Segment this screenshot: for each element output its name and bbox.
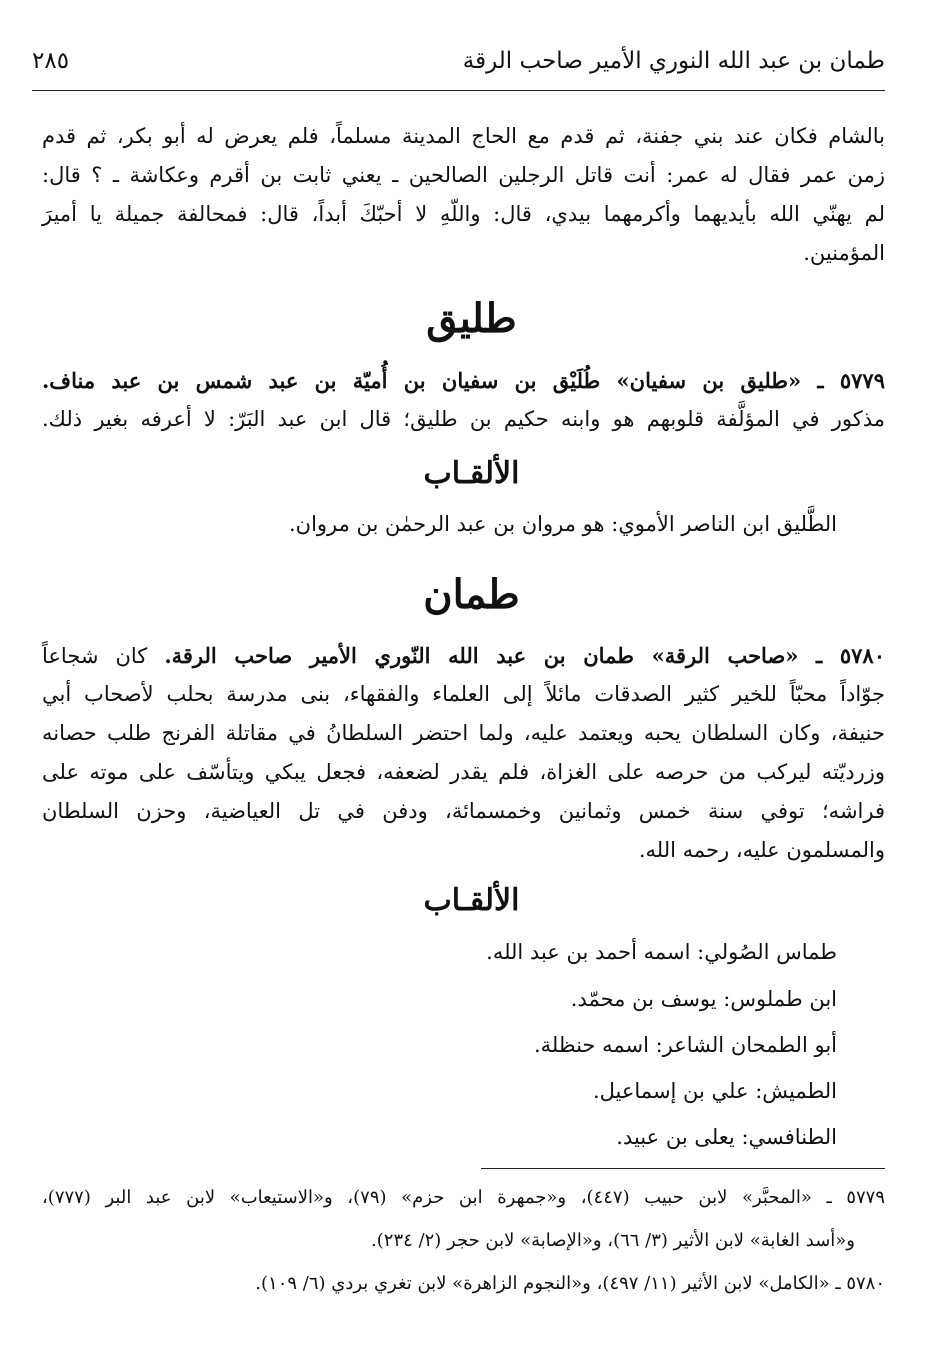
running-title: طمان بن عبد الله النوري الأمير صاحب الرقة — [462, 48, 885, 74]
alqab-title: الألقـاب — [423, 456, 520, 491]
alqab-item: ابن طملوس: يوسف بن محمّد. — [570, 987, 837, 1011]
entry-5780-head-tail: كان شجاعاً — [42, 644, 148, 668]
entry-line: جوّاداً محبّاً للخير كثير الصدقات مائلاً إلى العلماء والفقهاء، بنى مدرسة بحلب لأصحاب أبي — [42, 682, 885, 706]
entry-5779-head: ٥٧٧٩ ـ «طليق بن سفيان» طُلَيْق بن سفيان بن أُميّة بن عبد شمس بن عبد مناف. — [42, 368, 885, 393]
entry-5780-body — [42, 675, 885, 870]
footnote-line: ٥٧٨٠ ـ «الكامل» لابن الأثير (١١/ ٤٩٧)، و«النجوم الزاهرة» لابن تغري بردي (٦/ ١٠٩). — [255, 1273, 885, 1294]
entry-5779-body: مذكور في المؤلَّفة قلوبهم هو وابنه حكيم بن طليق؛ قال ابن عبد البَرّ: لا أعرفه بغير ذلك. — [42, 407, 885, 431]
entry-line: فراشه؛ توفي سنة خمس وثمانين وخمسمائة، ودفن في تل العياضية، وحزن السلطان — [42, 799, 885, 823]
entry-line: وزرديّته ليركب من حرصه على الغزاة، فلم يقدر لضعفه، فجعل يبكي ويتأسّف على موته على — [42, 760, 885, 784]
entry-5780-head — [42, 636, 885, 676]
intro-paragraph — [42, 117, 885, 273]
alqab-item: الطنافسي: يعلى بن عبيد. — [616, 1125, 837, 1149]
footnote-line: ٥٧٧٩ ـ «المحبَّر» لابن حبيب (٤٤٧)، و«جمهرة ابن حزم» (٧٩)، و«الاستيعاب» لابن عبد البر (٧٧٧)، — [42, 1187, 886, 1208]
intro-line: بالشام فكان عند بني جفنة، ثم قدم مع الحاج المدينة مسلماً، فلم يعرض له أبو بكر، ثم قدم — [42, 124, 885, 148]
alqab-item: الطَّليق ابن الناصر الأموي: هو مروان بن عبد الرحمٰن بن مروان. — [288, 512, 837, 536]
running-header — [32, 40, 885, 91]
alqab-item: الطميش: علي بن إسماعيل. — [592, 1079, 837, 1103]
intro-line: زمن عمر فقال له عمر: أنت قاتل الرجلين الصالحين ـ يعني ثابت بن أقرم وعكاشة ـ ؟ قال: — [42, 163, 885, 187]
alqab-item: أبو الطمحان الشاعر: اسمه حنظلة. — [533, 1033, 837, 1057]
entry-line: حنيفة، وكان السلطان يحبه ويعتمد عليه، ولما احتضر السلطانُ في مقاتلة الفرنج طلب حصانه — [42, 721, 885, 745]
alqab-title: الألقـاب — [423, 883, 520, 918]
alqab-item: طماس الصُولي: اسمه أحمد بن عبد الله. — [486, 940, 837, 964]
footnote-rule — [481, 1168, 885, 1169]
page-number: ٢٨٥ — [32, 48, 70, 74]
intro-line: المؤمنين. — [803, 241, 885, 265]
entry-line: والمسلمون عليه، رحمه الله. — [638, 838, 885, 862]
section-title-taliq: طليق — [426, 295, 517, 342]
section-title-tamman: طمان — [423, 571, 520, 618]
footnote-line: و«أسد الغابة» لابن الأثير (٣/ ٦٦)، و«الإصابة» لابن حجر (٢/ ٢٣٤). — [371, 1230, 855, 1251]
intro-line: لم يهنّي الله بأيديهما وأكرمهما بيدي، قال: واللّهِ لا أحبّكَ أبداً، قال: فمحالفة جميلة يا أميرَ — [42, 202, 885, 226]
entry-5780-title: ٥٧٨٠ ـ «صاحب الرقة» طمان بن عبد الله النّوري الأمير صاحب الرقة. — [164, 643, 885, 668]
